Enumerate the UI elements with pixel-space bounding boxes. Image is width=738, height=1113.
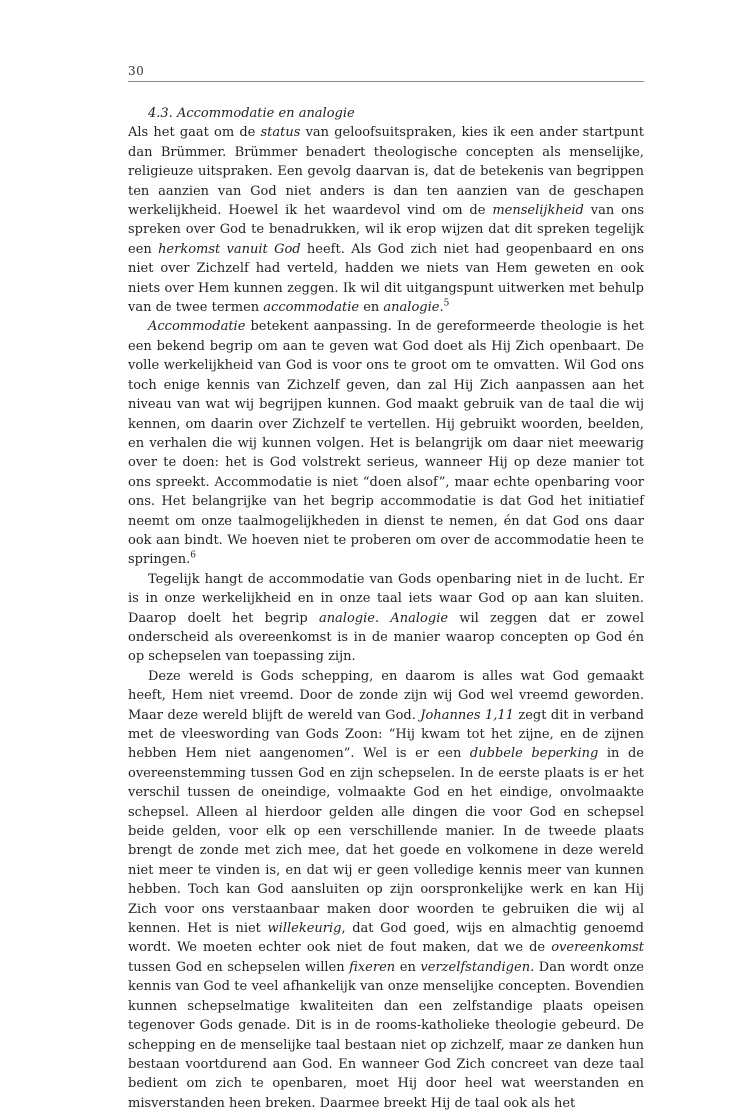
text-run: in de overeenstemming tussen God en zijn schepselen. In de eerste plaats is er het verschil tussen de oneindige, volmaakte God en het eindige, onvolmaakte schepsel. Alleen al hierdoor gelden alle dingen die voor God en schepsel beide gelden, voor elk op een verschillende manier. In de tweede plaats brengt de zonde met zich mee, dat het goede en volkomene in deze wereld niet meer te vinden is, en dat wij er geen volledige kennis meer van kunnen hebben. Toch kan God aansluiten op zijn oorspronkelijke werk en kan Hij Zich voor ons verstaanbaar maken door woorden te gebruiken die wij al kennen. Het is niet	[128, 746, 644, 937]
text-run: zegt dit in verband met de vleeswording van Gods Zoon: “Hij kwam tot het zijne, en de zijnen hebben Hem niet aangenomen”. Wel is er een	[128, 707, 644, 762]
emphasis: overeenkomst	[551, 940, 644, 956]
text-run: wil zeggen dat er zowel onderscheid als overeenkomst is in de manier waarop concepten op God én op schepselen van toepassing zijn.	[128, 610, 644, 665]
text-run: betekent aanpassing. In de gereformeerde theologie is het een bekend begrip om aan te geven wat God doet als Hij Zich openbaart. De volle werkelijkheid van God is voor ons te groot om te omvatten. Wil God ons toch enige kennis van Zichzelf geven, dan zal Hij Zich aanpassen aan het niveau van wat wij begrijpen kunnen. God maakt gebruik van de taal die wij kennen, om daarin over Zichzelf te vertellen. Hij gebruikt woorden, beelden, en verhalen die wij kunnen volgen. Het is belangrijk om daar niet meewarig over te doen: het is God volstrekt serieus, wanneer Hij op deze manier tot ons spreekt. Accommodatie is niet “doen alsof”, maar echte openbaring voor ons. Het belangrijke van het begrip accommodatie is dat God het initiatief neemt om onze taalmogelijkheden in dienst te nemen, én dat God ons daar ook aan bindt. We hoeven niet te proberen om over de accommodatie heen te springen.	[128, 319, 644, 568]
footnote-ref: 6	[190, 551, 196, 562]
emphasis: herkomst vanuit God	[158, 241, 301, 257]
text-run: van geloofsuitspraken, kies ik een ander startpunt dan Brümmer. Brümmer benadert theologische concepten als menselijke, religieuze uitspraken. Een gevolg daarvan is, dat de betekenis van begrippen ten aanzien van God niet anders is dan ten aanzien van de geschapen werkelijkheid. Hoewel ik het waardevol vind om de	[128, 125, 644, 219]
emphasis: analogie	[383, 300, 440, 316]
text-run: en	[359, 300, 384, 316]
section-title: Accommodatie en analogie	[176, 106, 355, 121]
paragraph	[128, 570, 644, 667]
text-run: Tegelijk hangt de accommodatie van Gods openbaring niet in de lucht. Er is in onze werkelijkheid en in onze taal iets waar God op aan kan sluiten. Daarop doelt het begrip	[128, 571, 644, 626]
header-rule	[128, 81, 644, 82]
section-number: 4.3.	[148, 106, 173, 121]
emphasis: Analogie	[390, 610, 449, 626]
emphasis: analogie	[318, 610, 375, 626]
text-run: , dat God goed, wijs en almachtig genoemd wordt. We moeten echter ook niet de fout maken, dat we de	[128, 921, 645, 956]
emphasis: Accommodatie	[148, 319, 246, 335]
paragraph	[128, 667, 644, 1113]
text-run: en	[395, 959, 421, 975]
emphasis: Johannes 1,11	[420, 707, 514, 723]
emphasis: willekeurig	[267, 921, 342, 937]
paragraph	[128, 317, 644, 569]
text-run: tussen God en schepselen willen	[128, 959, 350, 975]
emphasis: accommodatie	[263, 300, 360, 316]
emphasis: verzelfstandigen	[420, 959, 531, 975]
body-text	[128, 104, 644, 1113]
paragraph	[128, 123, 644, 317]
text-run: Deze wereld is Gods schepping, en daarom is alles wat God gemaakt heeft, Hem niet vreemd. Door de zonde zijn wij God wel vreemd geworden. Maar deze wereld blijft de wereld van God.	[128, 668, 644, 723]
page-number: 30	[128, 64, 145, 78]
text-run: .	[374, 610, 391, 626]
text-run: heeft. Als God zich niet had geopenbaard en ons niet over Zichzelf had verteld, hadden we niets van Hem geweten en ook niets over Hem kunnen zeggen. Ik wil dit uitgangspunt uitwerken met behulp van de twee termen	[128, 241, 644, 316]
footnote-ref: 5	[443, 298, 450, 309]
emphasis: status	[260, 125, 301, 141]
text-run: . Dan wordt onze kennis van God te veel afhankelijk van onze menselijke concepten. Bovendien kunnen schepselmatige kwaliteiten dan een zelfstandige plaats opeisen tegenover Gods genade. Dit is in de rooms-katholieke theologie gebeurd. De schepping en de menselijke taal bestaan niet op zichzelf, maar ze danken hun bestaan voortdurend aan God. En wanneer God Zich concreet van deze taal bedient om zich te openbaren, moet Hij door heel wat weerstanden en misverstanden heen breken. Daarmee breekt Hij de taal ook als het	[128, 959, 644, 1111]
emphasis: fixeren	[349, 959, 396, 975]
emphasis: dubbele beperking	[469, 746, 599, 762]
text-run: van ons spreken over God te benadrukken, wil ik erop wijzen dat dit spreken tegelijk een	[128, 203, 644, 257]
text-run: .	[439, 300, 444, 316]
text-run: Als het gaat om de	[128, 125, 261, 141]
emphasis: menselijkheid	[492, 203, 584, 219]
section-heading	[148, 104, 644, 123]
